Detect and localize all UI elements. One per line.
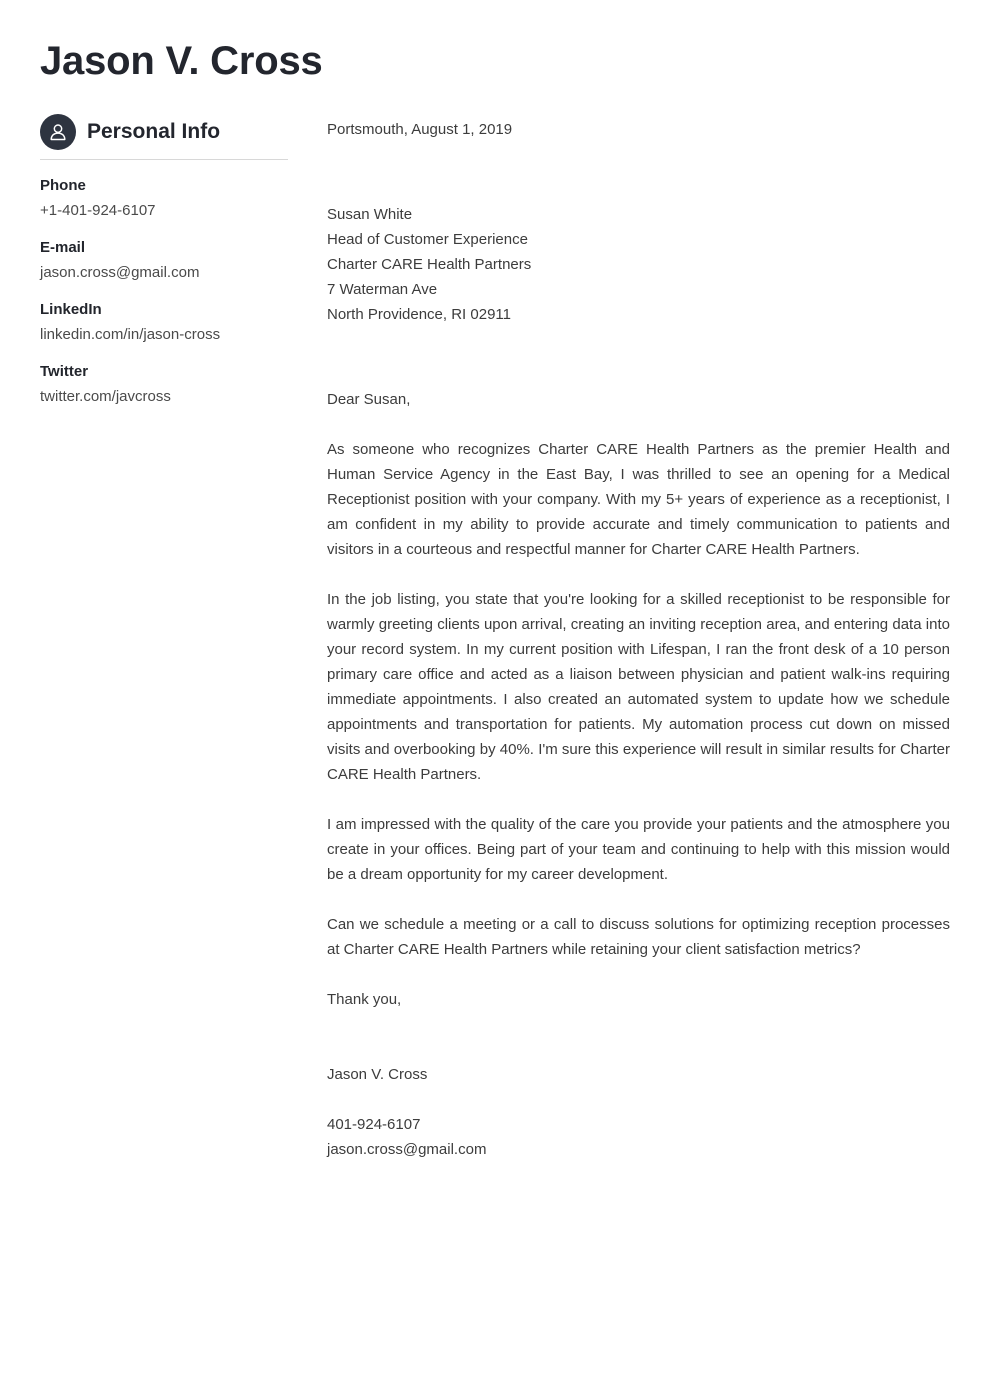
salutation: Dear Susan, xyxy=(327,391,411,408)
contact-value: +1-401-924-6107 xyxy=(40,202,156,219)
contact-value: linkedin.com/in/jason-cross xyxy=(40,326,221,343)
contact-info-list xyxy=(40,176,288,407)
letter-date: Portsmouth, August 1, 2019 xyxy=(327,121,513,138)
letter-paragraph: As someone who recognizes Charter CARE Health Partners as the premier Health and Human Service Agency in the East Bay, I was thrilled to see an opening for a Medical Receptionist position with your company. With my 5+ years of experience as a receptionist, I am confident in my ability to provide accurate and timely communication to patients and visitors in a courteous and respectful manner for Charter CARE Health Partners. xyxy=(327,441,950,558)
contact-item-phone xyxy=(40,176,288,221)
recipient-name: Susan White xyxy=(327,206,413,223)
signature-email: jason.cross@gmail.com xyxy=(327,1141,487,1158)
letter-paragraph: In the job listing, you state that you're looking for a skilled receptionist to be responsible for warmly greeting clients upon arrival, creating an inviting reception area, and entering data into your record system. In my current position with Lifespan, I ran the front desk of a 10 person primary care office and acted as a liaison between physician and patient walk-ins requiring immediate appointments. I also created an automated system to update how we schedule appointments and transportation for patients. My automation process cut down on missed visits and overbooking by 40%. I'm sure this experience will result in similar results for Charter CARE Health Partners. xyxy=(327,591,950,783)
recipient-address-block xyxy=(327,202,950,327)
contact-item-linkedin xyxy=(40,300,288,345)
contact-label: LinkedIn xyxy=(40,301,102,318)
letter-paragraphs xyxy=(327,437,950,962)
recipient-street: 7 Waterman Ave xyxy=(327,281,438,298)
contact-value: jason.cross@gmail.com xyxy=(40,264,200,281)
contact-label: Phone xyxy=(40,177,86,194)
page-title: Jason V. Cross xyxy=(40,39,323,83)
section-divider xyxy=(40,159,288,160)
contact-label: E-mail xyxy=(40,239,86,256)
recipient-title: Head of Customer Experience xyxy=(327,231,528,248)
letter-paragraph: I am impressed with the quality of the care you provide your patients and the atmosphere you create in your offices. Being part of your team and continuing to help with this mission would be a dream opportunity for my career development. xyxy=(327,816,950,883)
signature-name: Jason V. Cross xyxy=(327,1066,428,1083)
closing-line: Thank you, xyxy=(327,991,402,1008)
user-icon xyxy=(40,114,76,150)
contact-label: Twitter xyxy=(40,363,89,380)
recipient-city-state-zip: North Providence, RI 02911 xyxy=(327,306,511,323)
contact-value: twitter.com/javcross xyxy=(40,388,171,405)
signature-phone: 401-924-6107 xyxy=(327,1116,421,1133)
personal-info-heading xyxy=(40,112,288,152)
recipient-company: Charter CARE Health Partners xyxy=(327,256,532,273)
signature-contact-block xyxy=(327,1112,950,1162)
personal-info-sidebar xyxy=(40,112,288,407)
letter-paragraph: Can we schedule a meeting or a call to discuss solutions for optimizing reception processes at Charter CARE Health Partners while retaining your client satisfaction metrics? xyxy=(327,916,950,958)
contact-item-email xyxy=(40,238,288,283)
letter-body xyxy=(327,117,950,1162)
personal-info-title: Personal Info xyxy=(87,120,221,143)
contact-item-twitter xyxy=(40,362,288,407)
